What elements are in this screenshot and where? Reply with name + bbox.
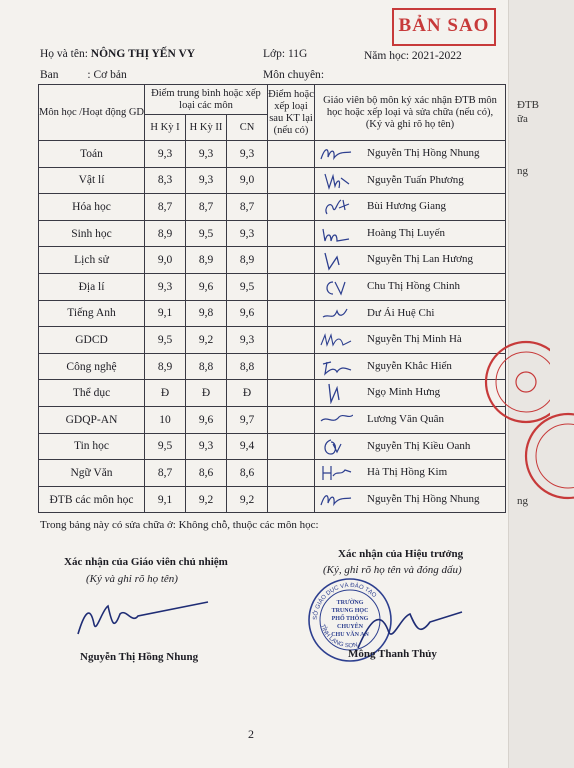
table-row: [39, 247, 506, 274]
subject-cell: Sinh học: [39, 220, 145, 247]
hk2-cell: 9,3: [186, 167, 227, 194]
teacher-name: Hà Thị Hồng Kim: [367, 466, 448, 479]
grade-rows: [39, 141, 506, 513]
teacher-name: Ngọ Minh Hưng: [367, 386, 441, 399]
hk1-cell: 9,1: [145, 486, 186, 513]
class-line: Lớp: 11G: [263, 48, 308, 60]
header-hk2: H Kỳ II: [186, 115, 227, 141]
hk1-cell: 8,7: [145, 460, 186, 487]
signature-icon: [319, 329, 353, 351]
teacher-cell: [315, 300, 506, 327]
teacher-name: Lương Văn Quân: [367, 412, 444, 425]
header-hk1: H Kỳ I: [145, 115, 186, 141]
cn-cell: 9,4: [227, 433, 268, 460]
hk1-cell: Đ: [145, 380, 186, 407]
name-label: Họ và tên: [40, 48, 85, 60]
teacher-cell: [315, 486, 506, 513]
stamp-line: CHUYÊN: [336, 624, 364, 630]
table-row: [39, 167, 506, 194]
hk1-cell: 9,1: [145, 300, 186, 327]
table-row: [39, 353, 506, 380]
signature-icon: [319, 249, 353, 271]
retest-cell: [268, 486, 315, 513]
hk2-cell: 9,2: [186, 486, 227, 513]
subject-cell: Công nghệ: [39, 353, 145, 380]
teacher-name: Nguyễn Thị Hồng Nhung: [367, 147, 480, 159]
stamp-ring-top: SỞ GIÁO DỤC VÀ ĐÀO TẠO: [312, 582, 378, 621]
retest-cell: [268, 167, 315, 194]
cn-cell: 9,7: [227, 406, 268, 433]
edge-fragment: ng: [517, 495, 528, 507]
corrections-note: Trong bảng này có sửa chữa ở: Không chỗ, thuộc các môn học:: [40, 519, 319, 531]
table-row: [39, 220, 506, 247]
hk2-cell: 9,3: [186, 433, 227, 460]
class-value: 11G: [287, 48, 308, 60]
principal-title: Xác nhận của Hiệu trưởng: [338, 548, 464, 560]
subject-cell: Lịch sử: [39, 247, 145, 274]
track-value: Cơ bản: [93, 69, 127, 81]
table-row: [39, 141, 506, 168]
specialty-line: Môn chuyên:: [263, 69, 325, 81]
teacher-name: Nguyễn Thị Lan Hương: [367, 253, 473, 266]
hk2-cell: 9,2: [186, 327, 227, 354]
track-label: Ban: [40, 69, 59, 81]
hk1-cell: 8,3: [145, 167, 186, 194]
signature-icon: [319, 196, 353, 218]
hk1-cell: 9,3: [145, 141, 186, 168]
homeroom-subtitle: (Ký và ghi rõ họ tên): [86, 573, 178, 585]
table-row: [39, 300, 506, 327]
student-name-line: Họ và tên: NÔNG THỊ YẾN VY: [40, 48, 196, 60]
teacher-name: Nguyễn Thị Minh Hà: [367, 333, 462, 346]
cn-cell: 9,5: [227, 273, 268, 300]
subject-cell: Hóa học: [39, 194, 145, 221]
principal-subtitle: (Ký, ghi rõ họ tên và đóng dấu): [323, 564, 462, 576]
retest-cell: [268, 220, 315, 247]
hk2-cell: 8,9: [186, 247, 227, 274]
teacher-name: Nguyễn Thị Hồng Nhung: [367, 492, 480, 505]
hk1-cell: 9,5: [145, 327, 186, 354]
copy-stamp: BẢN SAO: [392, 8, 496, 46]
signature-icon: [319, 436, 353, 458]
subject-cell: ĐTB các môn học: [39, 486, 145, 513]
teacher-cell: [315, 167, 506, 194]
teacher-cell: [315, 433, 506, 460]
header-subject: Môn học /Hoạt động GD: [39, 85, 145, 141]
stamp-line: TRƯỜNG: [336, 600, 364, 606]
hk1-cell: 8,9: [145, 220, 186, 247]
signature-icon: [319, 303, 353, 325]
subject-cell: GDCD: [39, 327, 145, 354]
hk2-cell: 9,5: [186, 220, 227, 247]
hk1-cell: 9,3: [145, 273, 186, 300]
cn-cell: Đ: [227, 380, 268, 407]
header-average: Điểm trung bình hoặc xếp loại các môn: [145, 85, 268, 115]
header-cn: CN: [227, 115, 268, 141]
signature-icon: [319, 382, 353, 404]
teacher-name: Hoàng Thị Luyến: [367, 226, 446, 239]
stamp-line: TRUNG HỌC: [331, 608, 369, 614]
hk1-cell: 9,5: [145, 433, 186, 460]
hk2-cell: 8,7: [186, 194, 227, 221]
class-label: Lớp: [263, 48, 282, 60]
principal-name: Mông Thanh Thủy: [348, 648, 437, 660]
specialty-label: Môn chuyên: [263, 69, 321, 81]
header-retest: Điểm hoặc xếp loại sau KT lại (nếu có): [268, 85, 315, 141]
page-number: 2: [248, 727, 254, 741]
stamp-line: PHỔ THÔNG: [331, 616, 369, 622]
signature-icon: [319, 276, 353, 298]
red-seal-icon: [522, 410, 574, 506]
cn-cell: 9,0: [227, 167, 268, 194]
retest-cell: [268, 380, 315, 407]
track-line: Ban : Cơ bản: [40, 69, 127, 81]
cn-cell: 9,6: [227, 300, 268, 327]
signature-icon: [319, 356, 353, 378]
retest-cell: [268, 460, 315, 487]
retest-cell: [268, 300, 315, 327]
table-row: [39, 194, 506, 221]
subject-cell: Vật lí: [39, 167, 145, 194]
subject-cell: Ngữ Văn: [39, 460, 145, 487]
homeroom-name: Nguyễn Thị Hồng Nhung: [80, 651, 199, 663]
hk1-cell: 8,9: [145, 353, 186, 380]
signature-icon: [319, 223, 353, 245]
subject-cell: GDQP-AN: [39, 406, 145, 433]
stamp-line: CHU VĂN AN: [331, 632, 369, 638]
teacher-name: Dư Ái Huệ Chi: [367, 306, 435, 319]
cn-cell: 8,6: [227, 460, 268, 487]
retest-cell: [268, 327, 315, 354]
table-row: [39, 433, 506, 460]
subject-cell: Thể dục: [39, 380, 145, 407]
grades-table: [38, 84, 506, 513]
table-row: [39, 380, 506, 407]
teacher-name: Nguyễn Tuấn Phương: [367, 173, 464, 186]
subject-cell: Tiếng Anh: [39, 300, 145, 327]
cn-cell: 9,3: [227, 327, 268, 354]
cn-cell: 8,8: [227, 353, 268, 380]
hk1-cell: 8,7: [145, 194, 186, 221]
year-value: 2021-2022: [411, 50, 462, 62]
teacher-cell: [315, 273, 506, 300]
header-teacher: Giáo viên bộ môn ký xác nhận ĐTB môn học hoặc xếp loại và sửa chữa (nếu có), (Ký và ghi rõ họ tên): [315, 85, 506, 141]
hk2-cell: 9,6: [186, 273, 227, 300]
stamp-ring-bottom: TỈNH LẠNG SƠN: [319, 623, 359, 650]
signature-icon: [319, 489, 353, 511]
cn-cell: 8,9: [227, 247, 268, 274]
hk2-cell: 8,8: [186, 353, 227, 380]
retest-cell: [268, 353, 315, 380]
teacher-name: Nguyễn Thị Kiều Oanh: [367, 439, 471, 452]
table-row: [39, 327, 506, 354]
retest-cell: [268, 406, 315, 433]
signature-icon: [319, 462, 353, 484]
table-row: [39, 460, 506, 487]
edge-fragment: ữa: [517, 113, 528, 125]
edge-fragment: ng: [517, 165, 528, 177]
hk2-cell: 9,8: [186, 300, 227, 327]
teacher-name: Bùi Hương Giang: [367, 200, 446, 213]
hk2-cell: Đ: [186, 380, 227, 407]
retest-cell: [268, 194, 315, 221]
hk2-cell: 9,3: [186, 141, 227, 168]
teacher-cell: [315, 141, 506, 168]
cn-cell: 8,7: [227, 194, 268, 221]
signature-icon: [319, 143, 353, 165]
signature-icon: [319, 170, 353, 192]
homeroom-title: Xác nhận của Giáo viên chủ nhiệm: [64, 556, 228, 568]
hk2-cell: 9,6: [186, 406, 227, 433]
subject-cell: Địa lí: [39, 273, 145, 300]
homeroom-signature-icon: [68, 594, 218, 644]
teacher-cell: [315, 194, 506, 221]
retest-cell: [268, 247, 315, 274]
teacher-name: Nguyễn Khắc Hiển: [367, 359, 452, 372]
cn-cell: 9,2: [227, 486, 268, 513]
teacher-cell: [315, 247, 506, 274]
subject-cell: Toán: [39, 141, 145, 168]
student-name: NÔNG THỊ YẾN VY: [90, 48, 196, 60]
retest-cell: [268, 273, 315, 300]
year-label: Năm học: [364, 50, 406, 62]
cn-cell: 9,3: [227, 220, 268, 247]
teacher-cell: [315, 460, 506, 487]
cn-cell: 9,3: [227, 141, 268, 168]
table-row: [39, 486, 506, 513]
signature-icon: [319, 409, 353, 431]
hk1-cell: 9,0: [145, 247, 186, 274]
teacher-cell: [315, 220, 506, 247]
table-row: [39, 273, 506, 300]
table-row: [39, 406, 506, 433]
year-line: Năm học: 2021-2022: [364, 50, 462, 62]
retest-cell: [268, 141, 315, 168]
teacher-name: Chu Thị Hồng Chinh: [367, 279, 461, 292]
retest-cell: [268, 433, 315, 460]
edge-fragment: ĐTB: [517, 99, 539, 111]
hk1-cell: 10: [145, 406, 186, 433]
subject-cell: Tin học: [39, 433, 145, 460]
hk2-cell: 8,6: [186, 460, 227, 487]
